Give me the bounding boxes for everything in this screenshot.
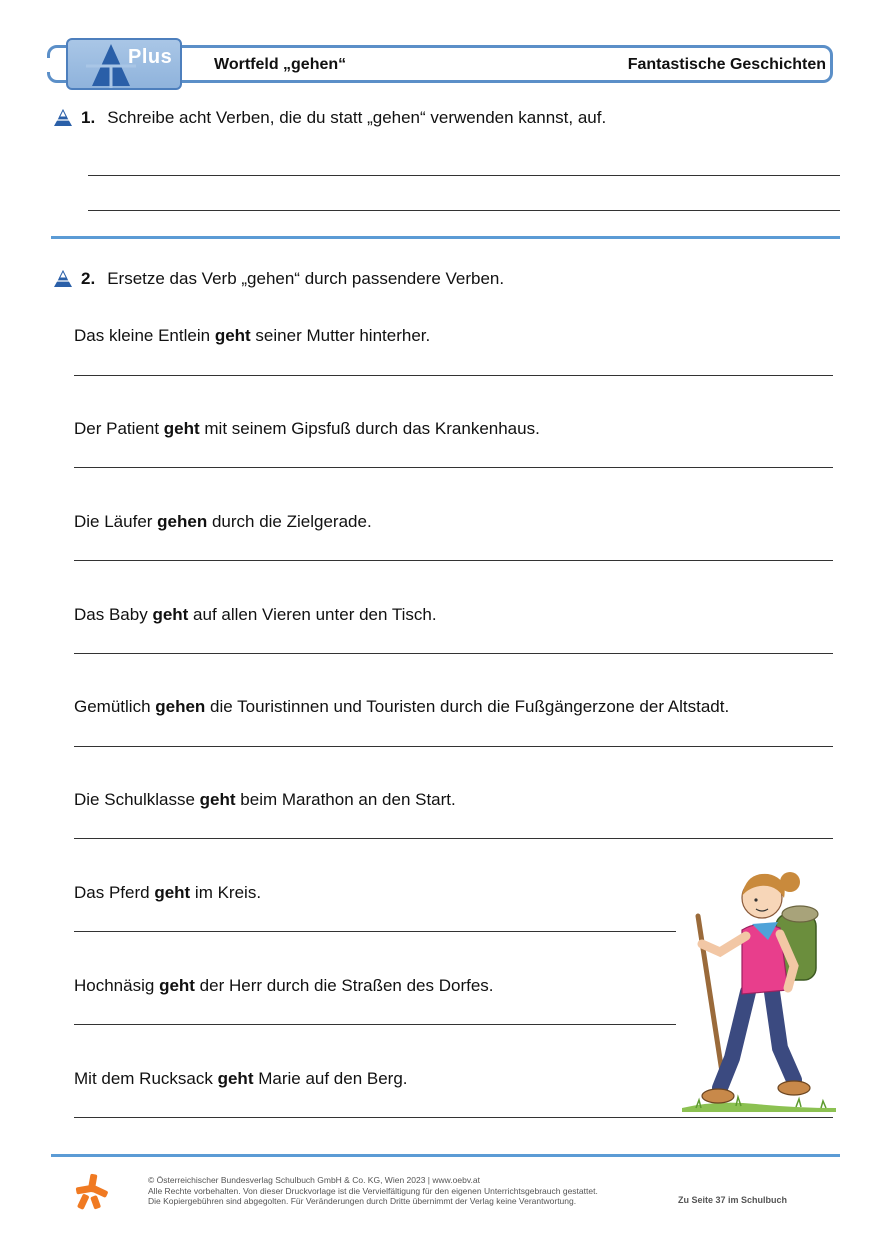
answer-line[interactable] (88, 210, 840, 211)
verb: gehen (155, 697, 206, 716)
answer-line[interactable] (88, 175, 840, 176)
task-1-heading (53, 108, 606, 128)
sentence-1: Das kleine Entlein geht seiner Mutter hinterher. (74, 326, 431, 345)
copyright-notice: © Österreichischer Bundesverlag Schulbuch GmbH & Co. KG, Wien 2023 | www.oebv.at Alle Rechte vorbehalten. Von dieser Druckvorlage ist die Vervielfältigung für den eigenen Unterrichtsgebrauch gestattet. Die Kopiergebühren sind abgegolten. Für Veränderungen durch Dritte übernimmt der Verlag keine Verantwortung. (148, 1175, 598, 1206)
answer-line[interactable] (74, 653, 833, 654)
textbook-reference: Zu Seite 37 im Schulbuch (678, 1195, 788, 1205)
answer-line[interactable] (74, 1117, 833, 1118)
sentence-4: Das Baby geht auf allen Vieren unter den Tisch. (74, 605, 437, 624)
difficulty-pyramid-icon (53, 109, 73, 127)
task-1-number: 1. (81, 108, 96, 127)
sentence-3: Die Läufer gehen durch die Zielgerade. (74, 512, 372, 531)
verb: geht (154, 883, 191, 902)
footer-divider (51, 1154, 840, 1157)
sentence-7: Das Pferd geht im Kreis. (74, 883, 262, 902)
verb: geht (199, 790, 236, 809)
answer-line[interactable] (74, 746, 833, 747)
hiker-girl-illustration (676, 862, 842, 1112)
task-2-instruction: Ersetze das Verb „gehen“ durch passendere Verben. (107, 269, 505, 288)
verb: geht (217, 1069, 254, 1088)
answer-line[interactable] (74, 838, 833, 839)
answer-line[interactable] (74, 1024, 676, 1025)
answer-line[interactable] (74, 931, 676, 932)
sentence-2: Der Patient geht mit seinem Gipsfuß durch das Krankenhaus. (74, 419, 540, 438)
verb: geht (214, 326, 251, 345)
answer-line[interactable] (74, 560, 833, 561)
task-2-number: 2. (81, 269, 96, 288)
plus-logo (66, 38, 182, 90)
sentence-5: Gemütlich gehen die Touristinnen und Touristen durch die Fußgängerzone der Altstadt. (74, 697, 730, 716)
answer-line[interactable] (74, 375, 833, 376)
section-divider (51, 236, 840, 239)
sentence-8: Hochnäsig geht der Herr durch die Straßen des Dorfes. (74, 976, 494, 995)
logo-text: Plus (128, 46, 173, 68)
sentence-6: Die Schulklasse geht beim Marathon an den Start. (74, 790, 456, 809)
verb: geht (159, 976, 195, 995)
unit-title: Fantastische Geschichten (627, 56, 826, 73)
answer-line[interactable] (74, 467, 833, 468)
verb: gehen (157, 512, 208, 531)
task-2-heading (53, 269, 504, 289)
sentence-9: Mit dem Rucksack geht Marie auf den Berg. (74, 1069, 408, 1088)
task-1-instruction: Schreibe acht Verben, die du statt „gehen“ verwenden kannst, auf. (107, 108, 607, 127)
verb: geht (152, 605, 189, 624)
verb: geht (163, 419, 200, 438)
publisher-logo-icon (74, 1172, 110, 1210)
worksheet-title: Wortfeld „gehen“ (214, 56, 347, 73)
difficulty-pyramid-icon (53, 270, 73, 288)
